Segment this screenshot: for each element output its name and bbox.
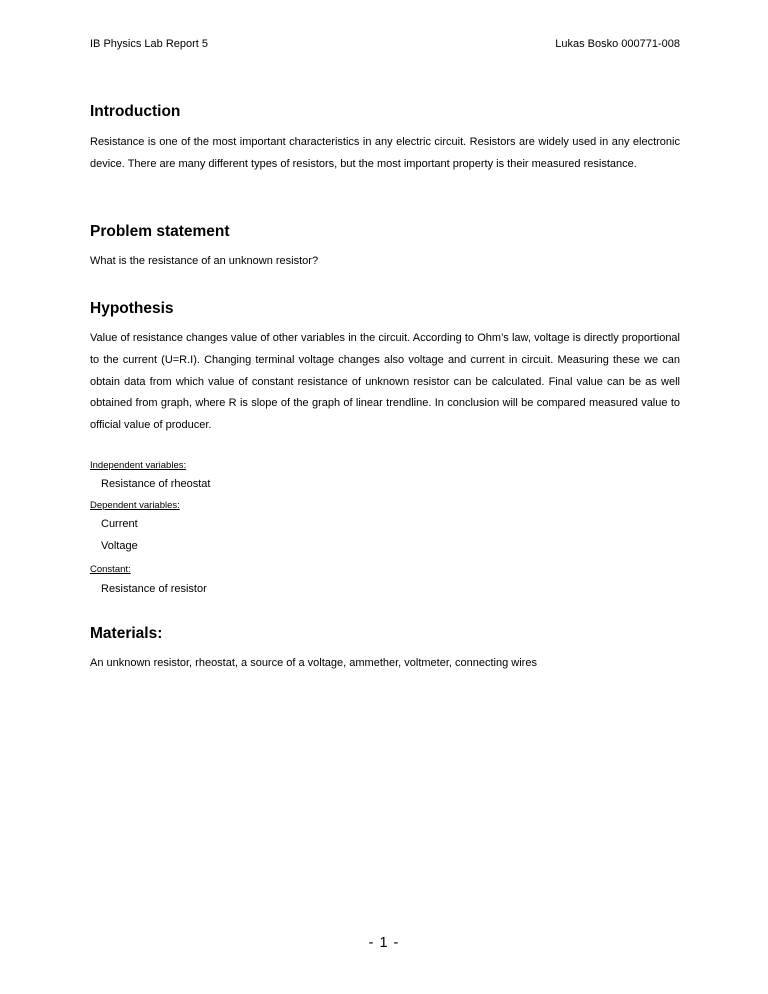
hypothesis-heading: Hypothesis: [90, 300, 174, 317]
independent-variable-item: Resistance of rheostat: [101, 478, 211, 490]
materials-text: An unknown resistor, rheostat, a source of a voltage, ammether, voltmeter, connecting wires: [90, 657, 537, 669]
dependent-variables-label: Dependent variables:: [90, 500, 180, 511]
independent-variables-label: Independent variables:: [90, 460, 187, 471]
page-number: - 1 -: [368, 935, 400, 951]
introduction-text: Resistance is one of the most important characteristics in any electric circuit. Resistors are widely used in any electronic device. There are many different types of resistors, but the most important property is their measured resistance.: [90, 136, 680, 170]
problem-text: What is the resistance of an unknown resistor?: [90, 255, 319, 267]
dependent-variable-item: Voltage: [101, 540, 138, 552]
header-left: IB Physics Lab Report 5: [90, 38, 209, 50]
materials-heading: Materials:: [90, 625, 163, 642]
page-header: [90, 38, 680, 50]
introduction-heading: Introduction: [90, 103, 181, 120]
problem-heading: Problem statement: [90, 223, 230, 240]
header-right: Lukas Bosko 000771-008: [555, 38, 680, 50]
constant-variables-label: Constant:: [90, 564, 131, 575]
hypothesis-text: Value of resistance changes value of other variables in the circuit. According to Ohm’s law, voltage is directly proportional to the current (U=R.I). Changing terminal voltage changes also voltage and current in circuit. Measuring these we can obtain data from which value of constant resistance of unknown resistor can be calculated. Final value can be as well obtained from graph, where R is slope of the graph of linear trendline. In conclusion will be compared measured value to official value of producer.: [90, 332, 680, 432]
dependent-variable-item: Current: [101, 518, 138, 530]
constant-variable-item: Resistance of resistor: [101, 583, 207, 595]
